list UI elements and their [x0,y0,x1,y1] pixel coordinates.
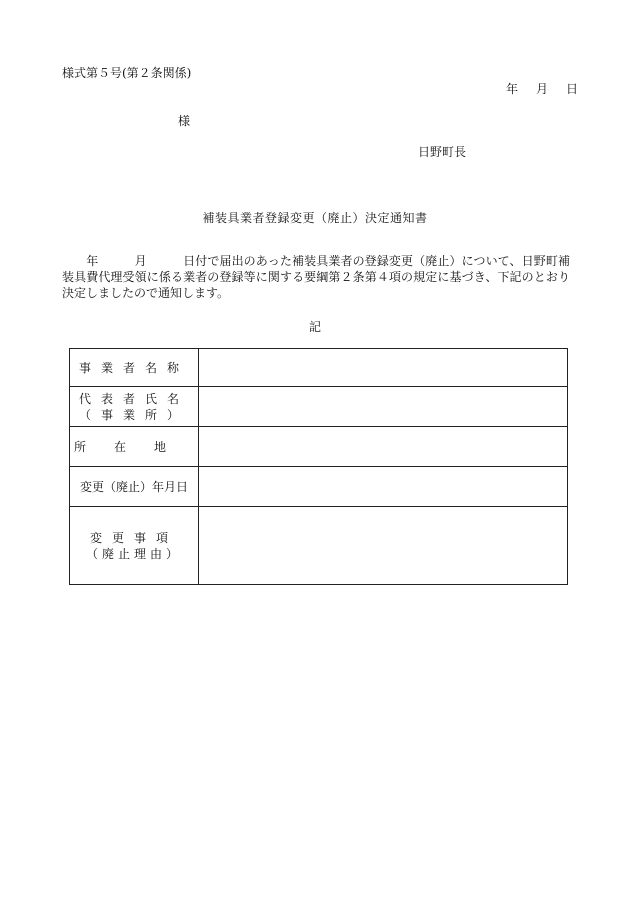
body-paragraph: 年 月 日付で届出のあった補装具業者の登録変更（廃止）について、日野町補装具費代理受領に係る業者の登録等に関する要綱第２条第４項の規定に基づき、下記のとおり決定しましたので通知します。 [62,254,570,300]
label-line2: （事業所） [78,407,189,422]
row-label-business-name: 事業者名称 [70,349,199,387]
table-row [70,507,568,585]
row-value-representative[interactable] [199,387,568,427]
table-row [70,387,568,427]
label-line1: 代表者氏名 [78,391,189,406]
table-row [70,427,568,467]
row-label-address: 所在地 [70,427,199,467]
document-title: 補装具業者登録変更（廃止）決定通知書 [202,211,428,225]
row-label-change-items [70,507,199,585]
details-table [69,348,568,585]
row-value-address[interactable] [199,427,568,467]
date-month-label: 月 [536,82,549,96]
form-number: 様式第５号(第２条関係) [62,66,192,80]
date-year-label: 年 [506,82,519,96]
issuer-name: 日野町長 [418,145,467,159]
addressee-suffix: 様 [178,114,191,128]
row-value-change-date[interactable] [199,467,568,507]
label-line2: （廃止理由） [85,546,182,561]
table-row [70,349,568,387]
row-value-business-name[interactable] [199,349,568,387]
row-value-change-items[interactable] [199,507,568,585]
label-line1: 変更事項 [89,530,178,545]
row-label-representative [70,387,199,427]
date-line [506,80,578,97]
ki-label: 記 [308,320,321,334]
table-row [70,467,568,507]
date-day-label: 日 [566,82,579,96]
row-label-change-date: 変更（廃止）年月日 [70,467,199,507]
